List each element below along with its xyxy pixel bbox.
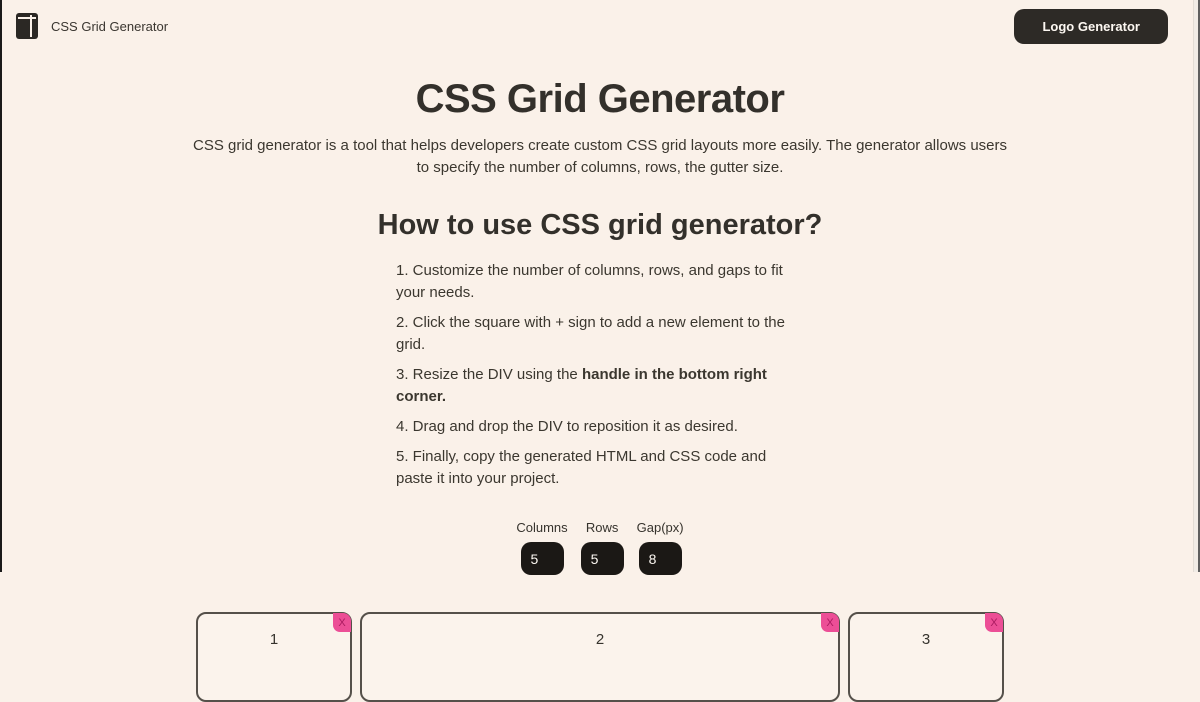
- rows-label: Rows: [585, 520, 619, 535]
- layout-grid-icon: [16, 13, 38, 39]
- rows-input[interactable]: [581, 542, 624, 575]
- page-title: CSS Grid Generator: [415, 77, 785, 121]
- how-to-step-4: 4. Drag and drop the DIV to reposition it as desired.: [396, 418, 738, 435]
- gap-input[interactable]: [639, 542, 682, 575]
- how-to-step-5: 5. Finally, copy the generated HTML and CSS code and paste it into your project.: [396, 448, 767, 487]
- cell-number: 1: [269, 631, 279, 648]
- brand-label: CSS Grid Generator: [51, 18, 169, 34]
- brand: [16, 13, 168, 39]
- columns-label: Columns: [516, 520, 568, 535]
- remove-cell-icon[interactable]: X: [821, 613, 839, 632]
- grid-controls: [2, 520, 1198, 575]
- how-to-step-1: 1. Customize the number of columns, rows, and gaps to fit your needs.: [396, 262, 783, 301]
- remove-cell-icon[interactable]: X: [985, 613, 1003, 632]
- grid-cell-2[interactable]: [360, 612, 840, 702]
- logo-generator-button[interactable]: Logo Generator: [1014, 9, 1168, 44]
- how-to-step-3-bold: handle in the bottom right corner.: [396, 366, 767, 405]
- scrollbar[interactable]: [1193, 0, 1198, 572]
- how-to-steps: [396, 260, 804, 490]
- cell-number: 2: [595, 631, 605, 648]
- how-to-step-3-prefix: 3. Resize the DIV using the: [396, 366, 582, 383]
- header: [2, 0, 1198, 44]
- columns-control: [516, 520, 567, 575]
- grid-cell-1[interactable]: [196, 612, 352, 702]
- grid-preview: [196, 612, 1004, 702]
- columns-input[interactable]: [521, 542, 564, 575]
- how-to-step-2: 2. Click the square with + sign to add a new element to the grid.: [396, 314, 785, 353]
- rows-control: [581, 520, 624, 575]
- how-to-step-3: [396, 364, 804, 408]
- page-description: CSS grid generator is a tool that helps developers create custom CSS grid layouts more easily. The generator allows users to specify the number of columns, rows, the gutter size.: [192, 137, 1007, 176]
- gap-control: [637, 520, 684, 575]
- cell-number: 3: [921, 631, 931, 648]
- grid-cell-3[interactable]: [848, 612, 1004, 702]
- how-to-heading: How to use CSS grid generator?: [377, 209, 823, 241]
- gap-label: Gap(px): [636, 520, 684, 535]
- remove-cell-icon[interactable]: X: [333, 613, 351, 632]
